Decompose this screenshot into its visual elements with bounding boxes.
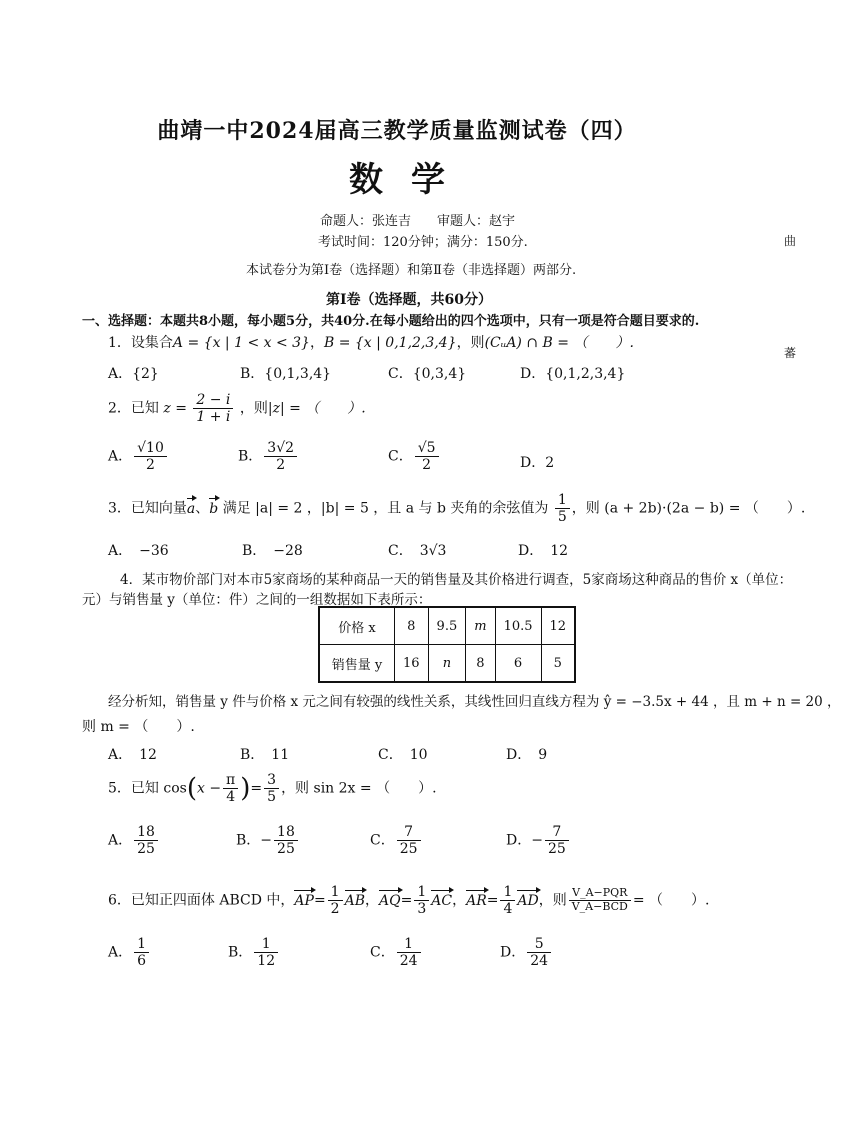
table-cell: 16 bbox=[395, 645, 429, 683]
q1-stem-b: ，则 bbox=[456, 335, 485, 351]
q5-pi-fraction: $\frac{\pi}{4}$ bbox=[223, 772, 238, 805]
question-2-stem bbox=[108, 392, 366, 425]
table-cell: 9.5 bbox=[428, 607, 466, 645]
authors-line: 命题人：张连吉 审题人：赵宇 bbox=[320, 214, 516, 229]
table-cell: 6 bbox=[495, 645, 541, 683]
question-3-stem: 3．已知向量a、b 满足 |a| = 2 ，|b| = 5 ，且 a 与 b 夹角的余弦值为 $\frac{1}{5}$ ，则 (a + 2b)·(2a − b) = （ ）. bbox=[108, 492, 806, 526]
q5-option-a: A． $\frac{18}{25}$ bbox=[108, 824, 160, 857]
q3-stem-c: ，则 (a + 2b)·(2a − b) = （ ）. bbox=[571, 500, 806, 517]
table-cell: 8 bbox=[466, 645, 495, 683]
q2-option-a: A． $\frac{√10}{2}$ bbox=[108, 440, 169, 473]
q5-stem-b: ，则 sin 2x = （ ）. bbox=[281, 780, 437, 797]
q4-option-a: A． 12 bbox=[108, 747, 157, 763]
structure-line: 本试卷分为第Ⅰ卷（选择题）和第Ⅱ卷（非选择题）两部分. bbox=[246, 263, 577, 278]
q1-option-a: A．{2} bbox=[108, 366, 159, 382]
q4-option-c: C． 10 bbox=[378, 747, 428, 763]
edge-mark-bottom: 蕃 bbox=[784, 346, 797, 360]
q3-fraction: $\frac{1}{5}$ bbox=[555, 492, 570, 525]
q6-stem-a: 6．已知正四面体 ABCD 中， bbox=[108, 892, 295, 909]
table-cell: 8 bbox=[395, 607, 429, 645]
subject-title: 数学 bbox=[349, 160, 473, 200]
q2-option-b: B． $\frac{3√2}{2}$ bbox=[238, 440, 299, 473]
q6-option-b: B． $\frac{1}{12}$ bbox=[228, 936, 280, 969]
q3-option-b: B． −28 bbox=[242, 543, 303, 559]
q4-option-b: B． 11 bbox=[240, 747, 290, 763]
q3-vector-a: a bbox=[186, 500, 196, 517]
q3-stem-b: 满足 |a| = 2 ，|b| = 5 ，且 a 与 b 夹角的余弦值为 bbox=[218, 500, 549, 517]
q6-option-a: A． $\frac{1}{6}$ bbox=[108, 936, 151, 969]
edge-mark-top: 曲 bbox=[784, 234, 797, 248]
q3-vector-b: b bbox=[209, 500, 219, 517]
q1-stem-a: 1．设集合 bbox=[108, 335, 173, 351]
q5-option-b: B．− $\frac{18}{25}$ bbox=[236, 824, 300, 857]
q6-volume-ratio: $\frac{\text{V\_A−PQR}}{\text{V\_A−BCD}}$ bbox=[569, 887, 631, 913]
table-cell: n bbox=[428, 645, 466, 683]
q2-option-c: C． $\frac{√5}{2}$ bbox=[388, 440, 441, 473]
question-6-stem: 6．已知正四面体 ABCD 中，AP= $\frac{1}{2}$ AB，AQ= $\frac{1}{3}$ AC，AR= $\frac{1}{4}$ AD，则 $\frac{\text{V\_A−PQR}}{\text{V\_A−BCD}}$ = （ ）. bbox=[108, 884, 710, 918]
table-cell: 5 bbox=[541, 645, 575, 683]
q2-option-d: D．2 bbox=[520, 455, 555, 471]
q1-option-c: C．{0,3,4} bbox=[388, 366, 467, 382]
q5-option-c: C． $\frac{7}{25}$ bbox=[370, 824, 423, 857]
q3-option-d: D． 12 bbox=[518, 543, 569, 559]
table-cell: m bbox=[466, 607, 495, 645]
table-header-sales: 销售量 y bbox=[319, 645, 395, 683]
exam-title: 曲靖一中2024届高三教学质量监测试卷（四） bbox=[157, 118, 637, 144]
q3-stem-a: 3．已知向量 bbox=[108, 500, 187, 517]
exam-info-line: 考试时间：120分钟；满分：150分. bbox=[318, 235, 528, 250]
q1-option-b: B．{0,1,3,4} bbox=[240, 366, 332, 382]
q4-stem-line2: 元）与销售量 y（单位：件）之间的一组数据如下表所示： bbox=[82, 592, 432, 608]
q2-fraction: $\frac{2 - i}{1 + i}$ bbox=[193, 392, 233, 425]
q4-analysis: 经分析知，销售量 y 件与价格 x 元之间有较强的线性关系，其线性回归直线方程为 ŷ = −3.5x + 44 ，且 m + n = 20 ， bbox=[108, 694, 841, 710]
q1-set-b: B = {x | 0,1,2,3,4} bbox=[323, 335, 457, 351]
q2-expr: |z| = （ ）. bbox=[267, 400, 366, 417]
q5-rhs-fraction: $\frac{3}{5}$ bbox=[264, 772, 279, 805]
q4-ask: 则 m = （ ）. bbox=[82, 719, 195, 735]
q3-option-a: A． −36 bbox=[108, 543, 169, 559]
q1-sep: ， bbox=[309, 335, 324, 351]
q1-expr: (CᵤA) ∩ B = （ ）. bbox=[484, 335, 634, 351]
q5-stem-a: 5．已知 cos bbox=[108, 780, 187, 797]
q4-option-d: D． 9 bbox=[506, 747, 548, 763]
q6-option-c: C． $\frac{1}{24}$ bbox=[370, 936, 423, 969]
part1-instructions: 一、选择题：本题共8小题，每小题5分，共40分.在每小题给出的四个选项中，只有一项是符合题目要求的. bbox=[82, 314, 700, 329]
table-row-sales bbox=[319, 645, 575, 683]
table-cell: 10.5 bbox=[495, 607, 541, 645]
question-1-stem bbox=[108, 332, 634, 352]
q4-data-table bbox=[318, 606, 576, 683]
table-row-price bbox=[319, 607, 575, 645]
q3-option-c: C． 3√3 bbox=[388, 543, 447, 559]
q6-option-d: D． $\frac{5}{24}$ bbox=[500, 936, 553, 969]
q5-option-d: D．− $\frac{7}{25}$ bbox=[506, 824, 571, 857]
q4-stem-line1: 4．某市物价部门对本市5家商场的某种商品一天的销售量及其价格进行调查，5家商场这种商品的售价 x（单位： bbox=[120, 572, 793, 588]
question-5-stem: 5．已知 cos(x − $\frac{\pi}{4}$ )= $\frac{3}{5}$ ，则 sin 2x = （ ）. bbox=[108, 772, 437, 806]
q1-option-d: D．{0,1,2,3,4} bbox=[520, 366, 626, 382]
q2-lhs: z = bbox=[163, 400, 187, 417]
q2-stem-b: ，则 bbox=[239, 400, 268, 417]
part1-heading: 第Ⅰ卷（选择题，共60分） bbox=[326, 292, 493, 308]
q2-stem-a: 2．已知 bbox=[108, 400, 159, 417]
table-cell: 12 bbox=[541, 607, 575, 645]
q1-set-a: A = {x | 1 < x < 3} bbox=[172, 335, 310, 351]
table-header-price: 价格 x bbox=[319, 607, 395, 645]
